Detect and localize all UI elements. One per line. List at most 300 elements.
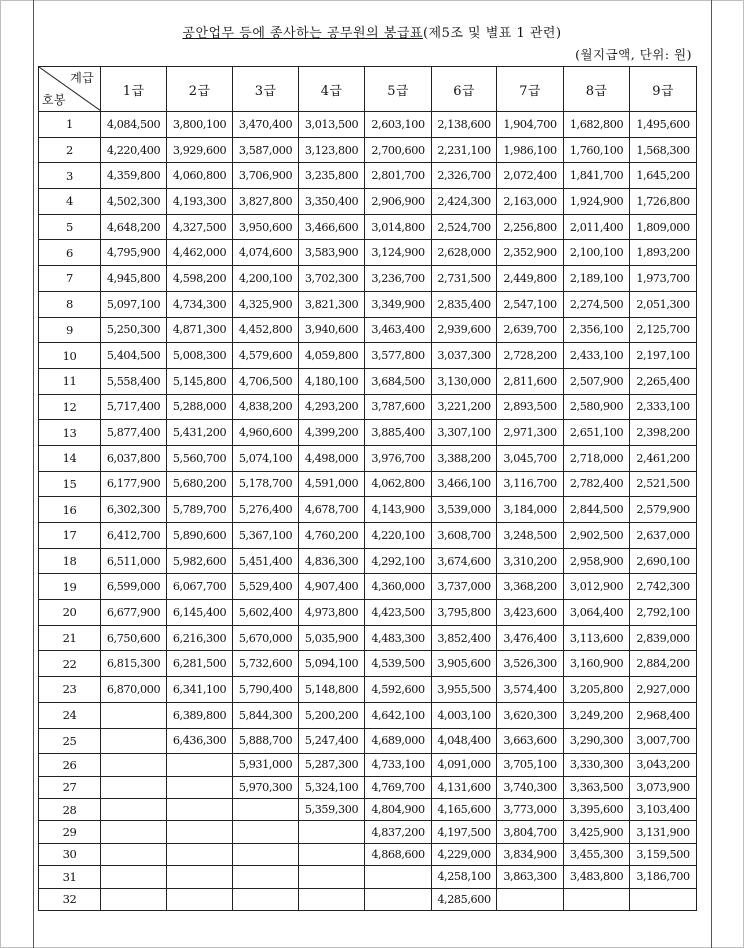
salary-cell: 3,184,000	[497, 497, 564, 523]
salary-cell: 3,674,600	[432, 548, 497, 574]
corner-cell	[39, 67, 101, 112]
table-row	[39, 189, 697, 215]
salary-cell	[233, 843, 299, 865]
table-row	[39, 600, 697, 626]
page-title	[0, 22, 744, 41]
step-number-cell: 5	[39, 214, 101, 240]
step-number-cell: 27	[39, 776, 101, 798]
table-row	[39, 548, 697, 574]
salary-cell: 4,059,800	[299, 343, 365, 369]
table-row	[39, 112, 697, 138]
salary-cell: 5,074,100	[233, 445, 299, 471]
salary-cell: 6,302,300	[101, 497, 167, 523]
salary-cell: 1,568,300	[630, 137, 697, 163]
salary-cell	[101, 702, 167, 728]
salary-cell: 5,931,000	[233, 754, 299, 776]
salary-cell: 5,035,900	[299, 625, 365, 651]
step-number-cell: 20	[39, 600, 101, 626]
salary-cell: 4,325,900	[233, 291, 299, 317]
step-number-cell: 23	[39, 677, 101, 703]
salary-cell: 3,737,000	[432, 574, 497, 600]
salary-cell: 4,048,400	[432, 728, 497, 754]
step-number-cell: 31	[39, 866, 101, 888]
salary-cell: 2,547,100	[497, 291, 564, 317]
salary-cell: 5,451,400	[233, 548, 299, 574]
salary-cell: 3,064,400	[564, 600, 630, 626]
salary-cell: 6,870,000	[101, 677, 167, 703]
salary-cell: 2,072,400	[497, 163, 564, 189]
salary-cell: 6,389,800	[167, 702, 233, 728]
salary-cell: 2,603,100	[365, 112, 432, 138]
unit-label: (월지급액, 단위: 원)	[575, 47, 692, 62]
salary-cell: 3,852,400	[432, 625, 497, 651]
salary-cell: 2,731,500	[432, 266, 497, 292]
salary-cell	[167, 798, 233, 820]
salary-cell: 2,690,100	[630, 548, 697, 574]
salary-cell: 2,835,400	[432, 291, 497, 317]
salary-cell: 3,113,600	[564, 625, 630, 651]
salary-cell: 3,073,900	[630, 776, 697, 798]
grade-header: 5급	[365, 67, 432, 112]
salary-cell: 5,287,300	[299, 754, 365, 776]
salary-cell: 3,583,900	[299, 240, 365, 266]
salary-cell: 5,888,700	[233, 728, 299, 754]
salary-cell: 3,349,900	[365, 291, 432, 317]
salary-cell: 5,145,800	[167, 368, 233, 394]
salary-cell	[564, 888, 630, 910]
salary-cell: 3,037,300	[432, 343, 497, 369]
salary-cell: 3,976,700	[365, 445, 432, 471]
salary-cell: 3,827,800	[233, 189, 299, 215]
step-number-cell: 19	[39, 574, 101, 600]
salary-cell: 3,929,600	[167, 137, 233, 163]
salary-cell: 3,955,500	[432, 677, 497, 703]
salary-table	[38, 66, 697, 911]
salary-cell: 6,511,000	[101, 548, 167, 574]
salary-cell: 2,939,600	[432, 317, 497, 343]
salary-cell: 3,205,800	[564, 677, 630, 703]
salary-cell: 3,476,400	[497, 625, 564, 651]
salary-cell: 5,877,400	[101, 420, 167, 446]
salary-cell: 3,526,300	[497, 651, 564, 677]
salary-cell: 6,145,400	[167, 600, 233, 626]
salary-cell	[365, 888, 432, 910]
salary-cell: 3,249,200	[564, 702, 630, 728]
salary-cell: 2,521,500	[630, 471, 697, 497]
salary-cell: 2,968,400	[630, 702, 697, 728]
salary-cell: 4,483,300	[365, 625, 432, 651]
salary-cell: 2,352,900	[497, 240, 564, 266]
salary-cell: 5,717,400	[101, 394, 167, 420]
salary-cell: 3,012,900	[564, 574, 630, 600]
salary-cell: 4,220,100	[365, 523, 432, 549]
salary-cell: 2,844,500	[564, 497, 630, 523]
salary-cell: 4,592,600	[365, 677, 432, 703]
salary-cell: 4,220,400	[101, 137, 167, 163]
salary-cell: 4,579,600	[233, 343, 299, 369]
table-row	[39, 574, 697, 600]
salary-cell: 1,841,700	[564, 163, 630, 189]
salary-cell: 6,815,300	[101, 651, 167, 677]
table-row	[39, 888, 697, 910]
grade-header: 1급	[101, 67, 167, 112]
salary-cell: 4,734,300	[167, 291, 233, 317]
salary-cell	[299, 866, 365, 888]
salary-cell: 2,326,700	[432, 163, 497, 189]
salary-cell: 1,645,200	[630, 163, 697, 189]
salary-cell: 5,789,700	[167, 497, 233, 523]
step-number-cell: 24	[39, 702, 101, 728]
salary-cell: 3,425,900	[564, 821, 630, 843]
salary-cell: 4,498,000	[299, 445, 365, 471]
table-row	[39, 420, 697, 446]
salary-cell: 4,907,400	[299, 574, 365, 600]
salary-cell	[167, 888, 233, 910]
salary-cell	[101, 888, 167, 910]
title-main: 공안업무 등에 종사하는 공무원의 봉급표	[182, 26, 423, 41]
salary-cell: 4,360,000	[365, 574, 432, 600]
salary-cell: 2,884,200	[630, 651, 697, 677]
table-row	[39, 214, 697, 240]
salary-cell	[233, 888, 299, 910]
salary-cell: 4,165,600	[432, 798, 497, 820]
salary-cell	[167, 754, 233, 776]
salary-cell: 3,395,600	[564, 798, 630, 820]
salary-cell: 4,197,500	[432, 821, 497, 843]
salary-cell: 6,067,700	[167, 574, 233, 600]
salary-cell: 2,189,100	[564, 266, 630, 292]
salary-cell	[101, 866, 167, 888]
salary-cell: 4,258,100	[432, 866, 497, 888]
salary-cell	[101, 843, 167, 865]
step-number-cell: 13	[39, 420, 101, 446]
salary-cell: 5,732,600	[233, 651, 299, 677]
step-number-cell: 18	[39, 548, 101, 574]
salary-cell: 3,124,900	[365, 240, 432, 266]
salary-cell: 2,902,500	[564, 523, 630, 549]
table-row	[39, 445, 697, 471]
salary-cell: 6,281,500	[167, 651, 233, 677]
salary-cell: 3,608,700	[432, 523, 497, 549]
table-row	[39, 266, 697, 292]
salary-cell: 3,663,600	[497, 728, 564, 754]
salary-cell: 5,558,400	[101, 368, 167, 394]
salary-cell: 5,529,400	[233, 574, 299, 600]
salary-cell: 2,051,300	[630, 291, 697, 317]
step-number-cell: 7	[39, 266, 101, 292]
salary-cell: 3,116,700	[497, 471, 564, 497]
table-row	[39, 651, 697, 677]
salary-cell: 5,276,400	[233, 497, 299, 523]
salary-cell	[299, 888, 365, 910]
salary-cell: 5,431,200	[167, 420, 233, 446]
salary-cell: 5,200,200	[299, 702, 365, 728]
salary-cell	[365, 866, 432, 888]
salary-cell: 2,958,900	[564, 548, 630, 574]
salary-cell: 3,787,600	[365, 394, 432, 420]
salary-cell: 5,288,000	[167, 394, 233, 420]
table-row	[39, 497, 697, 523]
salary-cell: 4,642,100	[365, 702, 432, 728]
table-row	[39, 394, 697, 420]
salary-cell: 1,760,100	[564, 137, 630, 163]
salary-cell: 4,062,800	[365, 471, 432, 497]
salary-cell: 2,811,600	[497, 368, 564, 394]
step-number-cell: 21	[39, 625, 101, 651]
salary-cell: 2,163,000	[497, 189, 564, 215]
salary-cell: 2,507,900	[564, 368, 630, 394]
salary-cell: 2,398,200	[630, 420, 697, 446]
salary-cell	[101, 728, 167, 754]
right-margin-line	[711, 0, 712, 948]
salary-cell: 5,844,300	[233, 702, 299, 728]
salary-cell: 4,868,600	[365, 843, 432, 865]
salary-cell: 5,790,400	[233, 677, 299, 703]
grade-header: 9급	[630, 67, 697, 112]
salary-cell: 2,231,100	[432, 137, 497, 163]
salary-cell: 2,424,300	[432, 189, 497, 215]
grade-header: 4급	[299, 67, 365, 112]
salary-cell: 3,013,500	[299, 112, 365, 138]
step-number-cell: 32	[39, 888, 101, 910]
salary-cell: 4,060,800	[167, 163, 233, 189]
salary-cell: 4,502,300	[101, 189, 167, 215]
salary-cell: 2,256,800	[497, 214, 564, 240]
salary-cell: 4,327,500	[167, 214, 233, 240]
step-number-cell: 1	[39, 112, 101, 138]
salary-cell: 3,620,300	[497, 702, 564, 728]
salary-cell: 4,598,200	[167, 266, 233, 292]
salary-cell: 4,760,200	[299, 523, 365, 549]
salary-cell: 2,197,100	[630, 343, 697, 369]
salary-cell: 3,905,600	[432, 651, 497, 677]
salary-cell	[167, 821, 233, 843]
salary-cell: 2,700,600	[365, 137, 432, 163]
grade-header: 2급	[167, 67, 233, 112]
salary-cell: 3,470,400	[233, 112, 299, 138]
step-number-cell: 14	[39, 445, 101, 471]
salary-cell: 3,221,200	[432, 394, 497, 420]
salary-cell: 3,885,400	[365, 420, 432, 446]
salary-cell: 2,651,100	[564, 420, 630, 446]
salary-cell: 2,971,300	[497, 420, 564, 446]
salary-cell: 4,091,000	[432, 754, 497, 776]
salary-cell: 3,539,000	[432, 497, 497, 523]
salary-cell: 1,924,900	[564, 189, 630, 215]
salary-cell: 5,680,200	[167, 471, 233, 497]
salary-cell: 3,368,200	[497, 574, 564, 600]
table-row	[39, 821, 697, 843]
salary-cell: 3,330,300	[564, 754, 630, 776]
step-number-cell: 3	[39, 163, 101, 189]
step-number-cell: 22	[39, 651, 101, 677]
salary-cell: 2,579,900	[630, 497, 697, 523]
step-number-cell: 28	[39, 798, 101, 820]
salary-cell: 3,587,000	[233, 137, 299, 163]
salary-cell: 4,180,100	[299, 368, 365, 394]
salary-cell: 2,100,100	[564, 240, 630, 266]
salary-cell: 4,591,000	[299, 471, 365, 497]
table-row	[39, 343, 697, 369]
salary-cell	[233, 866, 299, 888]
salary-cell: 3,463,400	[365, 317, 432, 343]
salary-cell: 3,483,800	[564, 866, 630, 888]
step-number-cell: 9	[39, 317, 101, 343]
salary-cell: 4,539,500	[365, 651, 432, 677]
salary-cell: 1,495,600	[630, 112, 697, 138]
salary-cell: 6,412,700	[101, 523, 167, 549]
step-number-cell: 29	[39, 821, 101, 843]
salary-cell: 6,750,600	[101, 625, 167, 651]
salary-cell	[233, 821, 299, 843]
grade-header: 6급	[432, 67, 497, 112]
salary-cell	[299, 821, 365, 843]
salary-cell: 3,235,800	[299, 163, 365, 189]
salary-cell: 5,404,500	[101, 343, 167, 369]
table-row	[39, 291, 697, 317]
salary-cell: 3,248,500	[497, 523, 564, 549]
salary-cell: 3,131,900	[630, 821, 697, 843]
table-row	[39, 798, 697, 820]
salary-cell: 3,363,500	[564, 776, 630, 798]
salary-cell: 4,706,500	[233, 368, 299, 394]
salary-cell: 4,769,700	[365, 776, 432, 798]
salary-cell: 2,461,200	[630, 445, 697, 471]
salary-cell: 2,718,000	[564, 445, 630, 471]
salary-cell: 5,250,300	[101, 317, 167, 343]
salary-cell: 4,200,100	[233, 266, 299, 292]
salary-cell: 3,123,800	[299, 137, 365, 163]
salary-cell: 3,740,300	[497, 776, 564, 798]
salary-cell: 3,423,600	[497, 600, 564, 626]
salary-cell: 4,143,900	[365, 497, 432, 523]
grade-header: 3급	[233, 67, 299, 112]
salary-cell: 3,950,600	[233, 214, 299, 240]
salary-cell: 2,265,400	[630, 368, 697, 394]
table-row	[39, 163, 697, 189]
salary-cell: 3,350,400	[299, 189, 365, 215]
salary-cell: 3,014,800	[365, 214, 432, 240]
corner-top-label: 계급	[70, 71, 94, 85]
step-number-cell: 15	[39, 471, 101, 497]
step-number-cell: 12	[39, 394, 101, 420]
step-number-cell: 30	[39, 843, 101, 865]
salary-cell: 2,801,700	[365, 163, 432, 189]
salary-cell: 3,160,900	[564, 651, 630, 677]
salary-cell: 4,293,200	[299, 394, 365, 420]
salary-cell: 2,011,400	[564, 214, 630, 240]
salary-cell	[630, 888, 697, 910]
salary-cell: 6,037,800	[101, 445, 167, 471]
salary-cell: 2,906,900	[365, 189, 432, 215]
salary-cell	[101, 821, 167, 843]
grade-header: 8급	[564, 67, 630, 112]
table-row	[39, 776, 697, 798]
salary-cell: 1,986,100	[497, 137, 564, 163]
salary-cell: 3,236,700	[365, 266, 432, 292]
step-number-cell: 16	[39, 497, 101, 523]
salary-cell: 6,677,900	[101, 600, 167, 626]
salary-cell: 3,290,300	[564, 728, 630, 754]
salary-cell: 4,193,300	[167, 189, 233, 215]
salary-cell: 5,970,300	[233, 776, 299, 798]
salary-cell: 3,388,200	[432, 445, 497, 471]
salary-cell	[101, 776, 167, 798]
salary-cell: 3,186,700	[630, 866, 697, 888]
step-number-cell: 4	[39, 189, 101, 215]
salary-cell: 3,705,100	[497, 754, 564, 776]
table-row	[39, 523, 697, 549]
salary-cell	[167, 776, 233, 798]
salary-cell: 2,524,700	[432, 214, 497, 240]
salary-cell: 4,452,800	[233, 317, 299, 343]
salary-cell: 5,324,100	[299, 776, 365, 798]
salary-cell: 3,800,100	[167, 112, 233, 138]
salary-cell: 3,702,300	[299, 266, 365, 292]
table-body	[39, 112, 697, 911]
salary-cell: 4,689,000	[365, 728, 432, 754]
salary-cell: 5,247,400	[299, 728, 365, 754]
salary-cell: 3,310,200	[497, 548, 564, 574]
table-row	[39, 317, 697, 343]
salary-cell: 2,839,000	[630, 625, 697, 651]
salary-cell: 3,706,900	[233, 163, 299, 189]
salary-cell: 3,007,700	[630, 728, 697, 754]
salary-cell: 3,466,600	[299, 214, 365, 240]
salary-cell: 5,094,100	[299, 651, 365, 677]
salary-cell: 2,274,500	[564, 291, 630, 317]
salary-cell: 3,159,500	[630, 843, 697, 865]
salary-cell: 4,084,500	[101, 112, 167, 138]
table-row	[39, 677, 697, 703]
salary-cell: 3,940,600	[299, 317, 365, 343]
salary-cell: 1,904,700	[497, 112, 564, 138]
salary-cell: 5,008,300	[167, 343, 233, 369]
salary-cell: 3,804,700	[497, 821, 564, 843]
salary-cell: 4,836,300	[299, 548, 365, 574]
salary-cell: 4,733,100	[365, 754, 432, 776]
step-number-cell: 25	[39, 728, 101, 754]
table-row	[39, 866, 697, 888]
salary-cell: 5,670,000	[233, 625, 299, 651]
salary-cell: 3,455,300	[564, 843, 630, 865]
step-number-cell: 10	[39, 343, 101, 369]
table-row	[39, 137, 697, 163]
salary-cell: 4,399,200	[299, 420, 365, 446]
salary-cell: 3,834,900	[497, 843, 564, 865]
salary-cell	[167, 843, 233, 865]
salary-cell: 5,359,300	[299, 798, 365, 820]
step-number-cell: 11	[39, 368, 101, 394]
salary-cell: 3,821,300	[299, 291, 365, 317]
salary-cell: 4,292,100	[365, 548, 432, 574]
salary-cell: 1,809,000	[630, 214, 697, 240]
salary-cell: 2,628,000	[432, 240, 497, 266]
salary-cell: 1,973,700	[630, 266, 697, 292]
salary-cell: 3,103,400	[630, 798, 697, 820]
salary-cell: 2,927,000	[630, 677, 697, 703]
salary-cell: 3,684,500	[365, 368, 432, 394]
salary-cell: 5,890,600	[167, 523, 233, 549]
salary-cell: 2,356,100	[564, 317, 630, 343]
salary-cell: 5,097,100	[101, 291, 167, 317]
salary-cell: 3,043,200	[630, 754, 697, 776]
salary-cell: 2,728,200	[497, 343, 564, 369]
salary-cell: 4,462,000	[167, 240, 233, 266]
salary-cell: 6,177,900	[101, 471, 167, 497]
salary-cell: 3,773,000	[497, 798, 564, 820]
salary-cell: 2,138,600	[432, 112, 497, 138]
